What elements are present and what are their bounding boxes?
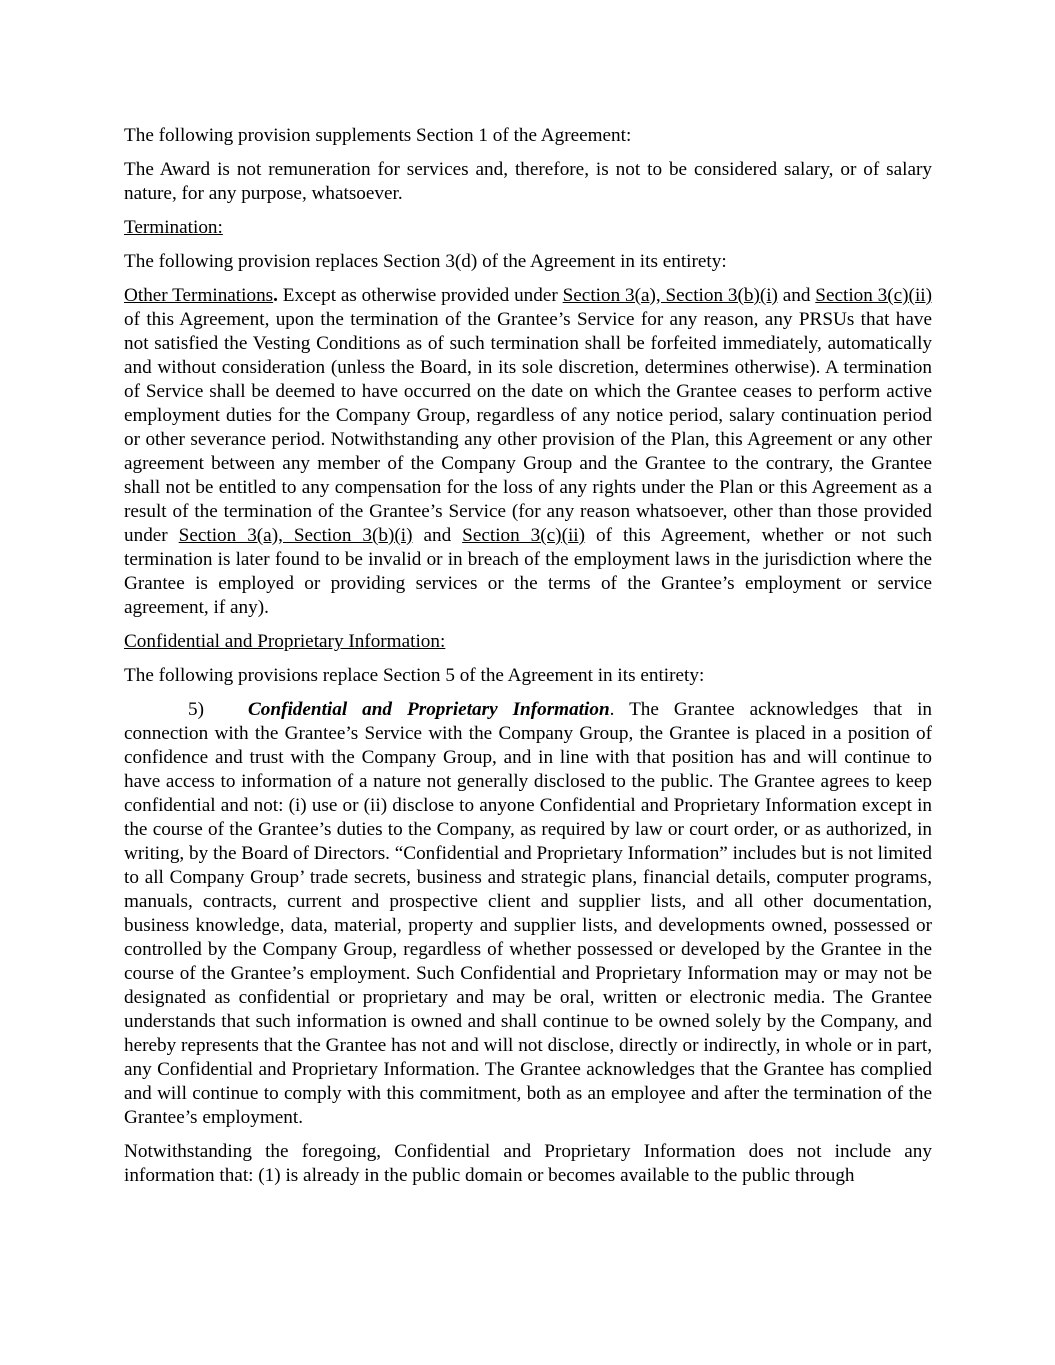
other-terminations-text-5: of this Agreement, whether or not such termination is later found to be invalid or in breach of the employment laws in the jurisdiction where the Grantee is employed or providing services or the terms of the Grantee’s employment or service agreement, if any). [124, 525, 933, 618]
section-5-paragraph [124, 698, 932, 1130]
section-reference: Section 3(a), Section 3(b)(i) [562, 285, 778, 306]
other-terminations-paragraph [124, 284, 932, 620]
section-5-title: Confidential and Proprietary Information [248, 699, 610, 720]
other-terminations-text-1: Except as otherwise provided under [277, 285, 563, 306]
other-terminations-heading-period: . [273, 285, 278, 306]
section-reference: Section 3(c)(ii) [815, 285, 933, 306]
confidential-heading [124, 630, 932, 654]
section-reference: Section 3(a), Section 3(b)(i) [178, 525, 413, 546]
replace-section-3d-paragraph: The following provision replaces Section 3(d) of the Agreement in its entirety: [124, 251, 727, 272]
supplement-section-1-paragraph: The following provision supplements Section 1 of the Agreement: [124, 125, 632, 146]
document-page [124, 124, 932, 1198]
other-terminations-text-3: of this Agreement, upon the termination of the Grantee’s Service for any reason, any PRSUs that have not satisfied the Vesting Conditions as of such termination shall be forfeited immediately, automatically and without consideration (unless the Board, in its sole discretion, determines otherwise). A termination of Service shall be deemed to have occurred on the date on which the Grantee ceases to perform active employment duties for the Company Group, regardless of any notice period, salary continuation period or other severance period. Notwithstanding any other provision of the Plan, this Agreement or any other agreement between any member of the Company Group and the Grantee to the contrary, the Grantee shall not be entitled to any compensation for the loss of any rights under the Plan or this Agreement as a result of the termination of the Grantee’s Service (for any reason whatsoever, other than those provided under [124, 309, 932, 546]
section-reference: Section 3(c)(ii) [462, 525, 586, 546]
notwithstanding-paragraph: Notwithstanding the foregoing, Confidential and Proprietary Information does not include any information that: (1) is already in the public domain or becomes available to the public through [124, 1141, 932, 1186]
other-terminations-heading: Other Terminations [124, 285, 274, 306]
confidential-heading-text: Confidential and Proprietary Information: [124, 631, 446, 652]
other-terminations-text-2: and [777, 285, 816, 306]
other-terminations-text-4: and [412, 525, 463, 546]
replace-section-5-paragraph: The following provisions replace Section 5 of the Agreement in its entirety: [124, 665, 705, 686]
award-not-remuneration-paragraph: The Award is not remuneration for services and, therefore, is not to be considered salary, or of salary nature, for any purpose, whatsoever. [124, 159, 932, 204]
termination-heading-text: Termination: [124, 217, 223, 238]
termination-heading [124, 216, 932, 240]
section-5-body: . The Grantee acknowledges that in connection with the Grantee’s Service with the Company Group, the Grantee is placed in a position of confidence and trust with the Company Group, and in line with that position has and will continue to have access to information of a nature not generally disclosed to the public. The Grantee agrees to keep confidential and not: (i) use or (ii) disclose to anyone Confidential and Proprietary Information except in the course of the Grantee’s duties to the Company, as required by law or court order, or as authorized, in writing, by the Board of Directors. “Confidential and Proprietary Information” includes but is not limited to all Company Group’ trade secrets, business and strategic plans, financial details, computer programs, manuals, contracts, current and prospective client and supplier lists, and all other documentation, business knowledge, data, material, property and supplier lists, and developments owned, possessed or controlled by the Company Group, regardless of whether possessed or developed by the Grantee in the course of the Grantee’s employment. Such Confidential and Proprietary Information may or may not be designated as confidential or proprietary and may be oral, written or electronic media. The Grantee understands that such information is owned and shall continue to be owned solely by the Company, and hereby represents that the Grantee has not and will not disclose, directly or indirectly, in whole or in part, any Confidential and Proprietary Information. The Grantee acknowledges that the Grantee has complied and will continue to comply with this commitment, both as an employee and after the termination of the Grantee’s employment. [124, 699, 933, 1128]
section-5-number: 5) [188, 699, 204, 720]
